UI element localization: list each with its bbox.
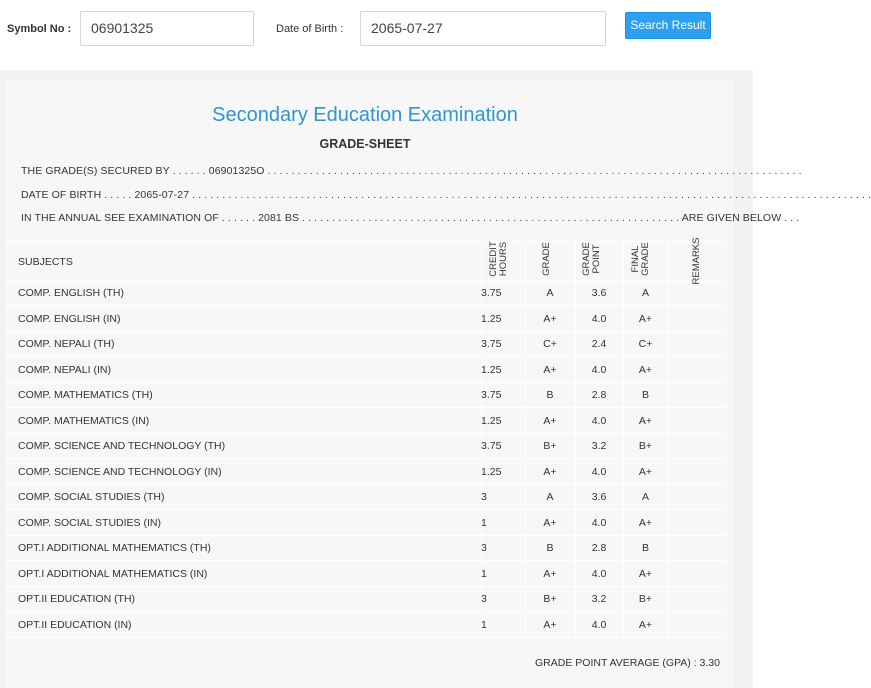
credit-hours-cell: 1.25 bbox=[481, 466, 502, 478]
grade-cell: B bbox=[546, 389, 554, 401]
grade-cell: A+ bbox=[543, 619, 557, 631]
remarks-cell bbox=[668, 511, 726, 535]
remarks-cell bbox=[668, 485, 726, 509]
final-grade-cell: A bbox=[641, 287, 649, 299]
final-grade-cell: A+ bbox=[638, 364, 653, 376]
subject-cell: COMP. SCIENCE AND TECHNOLOGY (TH) bbox=[18, 440, 226, 452]
grade-point-cell: 3.2 bbox=[591, 440, 607, 452]
table-row bbox=[7, 358, 726, 383]
subject-cell: COMP. MATHEMATICS (IN) bbox=[18, 415, 150, 427]
table-row bbox=[7, 409, 726, 434]
subject-cell: OPT.II EDUCATION (TH) bbox=[18, 593, 136, 605]
grade-point-cell: 3.6 bbox=[591, 287, 607, 299]
table-row bbox=[7, 460, 726, 485]
final-grade-cell: A+ bbox=[638, 568, 653, 580]
credit-hours-cell: 3.75 bbox=[481, 389, 502, 401]
date-of-birth-input[interactable]: 2065-07-27 bbox=[360, 11, 606, 46]
table-row bbox=[7, 281, 726, 306]
final-grade-cell: A+ bbox=[638, 517, 653, 529]
subject-cell: COMP. ENGLISH (IN) bbox=[18, 313, 121, 325]
grade-point-cell: 4.0 bbox=[591, 517, 607, 529]
grade-point-cell: 4.0 bbox=[591, 619, 607, 631]
remarks-cell bbox=[668, 307, 726, 331]
credit-hours-cell: 3.75 bbox=[481, 440, 502, 452]
grade-cell: A+ bbox=[543, 364, 557, 376]
header-final-grade: FINAL GRADE bbox=[630, 242, 651, 276]
grade-cell: A bbox=[546, 287, 554, 299]
credit-hours-cell: 1 bbox=[481, 517, 487, 529]
grade-cell: A+ bbox=[543, 517, 557, 529]
grade-cell: A bbox=[546, 491, 554, 503]
grade-cell: A+ bbox=[543, 466, 557, 478]
grade-point-cell: 4.0 bbox=[591, 568, 607, 580]
remarks-cell bbox=[668, 409, 726, 433]
credit-hours-cell: 1.25 bbox=[481, 364, 502, 376]
grade-cell: A+ bbox=[543, 415, 557, 427]
date-of-birth-line: DATE OF BIRTH . . . . . 2065-07-27 . . . . . . . . . . . . . . . . . . . . . . . . . . . . . . . . . . . . . . . . . . . . . . . . . . . . . . . . . . . . . . . . . . . . . . . . . . . . . . . . . . . . . . . . . . . . . . . . . . . . . . . . . . . . . . . . . bbox=[21, 189, 871, 201]
table-header bbox=[7, 241, 726, 282]
table-row bbox=[7, 434, 726, 459]
table-row bbox=[7, 485, 726, 510]
grade-cell: B+ bbox=[543, 440, 557, 452]
remarks-cell bbox=[668, 358, 726, 382]
header-grade-point: GRADE POINT bbox=[581, 242, 602, 276]
subject-cell: COMP. ENGLISH (TH) bbox=[18, 287, 124, 299]
grade-point-cell: 4.0 bbox=[591, 313, 607, 325]
final-grade-cell: B+ bbox=[638, 440, 653, 452]
grade-cell: C+ bbox=[543, 338, 557, 350]
remarks-cell bbox=[668, 434, 726, 458]
subject-cell: OPT.II EDUCATION (IN) bbox=[18, 619, 132, 631]
subject-cell: COMP. SOCIAL STUDIES (TH) bbox=[18, 491, 165, 503]
credit-hours-cell: 1.25 bbox=[481, 415, 502, 427]
table-row bbox=[7, 562, 726, 587]
gpa-summary: GRADE POINT AVERAGE (GPA) : 3.30 bbox=[535, 657, 720, 669]
table-row bbox=[7, 307, 726, 332]
final-grade-cell: A bbox=[641, 491, 649, 503]
grade-point-cell: 2.4 bbox=[591, 338, 607, 350]
grade-point-cell: 4.0 bbox=[591, 364, 607, 376]
secured-by-line: THE GRADE(S) SECURED BY . . . . . . 06901325O . . . . . . . . . . . . . . . . . . . . . . . . . . . . . . . . . . . . . . . . . . . . . . . . . . . . . . . . . . . . . . . . . . . . . . . . . . . . . . . . . . . . . . . . . bbox=[21, 165, 802, 177]
grade-point-cell: 4.0 bbox=[591, 466, 607, 478]
remarks-cell bbox=[668, 383, 726, 407]
subject-cell: OPT.I ADDITIONAL MATHEMATICS (IN) bbox=[18, 568, 208, 580]
subject-cell: COMP. SOCIAL STUDIES (IN) bbox=[18, 517, 161, 529]
search-bar bbox=[0, 0, 753, 58]
subject-cell: COMP. SCIENCE AND TECHNOLOGY (IN) bbox=[18, 466, 222, 478]
header-credit-hours: CREDIT HOURS bbox=[488, 241, 509, 277]
credit-hours-cell: 3 bbox=[481, 542, 487, 554]
final-grade-cell: B bbox=[641, 389, 649, 401]
grade-sheet-heading: GRADE-SHEET bbox=[319, 137, 411, 151]
header-grade: GRADE bbox=[541, 242, 552, 276]
final-grade-cell: C+ bbox=[638, 338, 653, 350]
table-row bbox=[7, 587, 726, 612]
final-grade-cell: A+ bbox=[638, 619, 653, 631]
subject-cell: COMP. MATHEMATICS (TH) bbox=[18, 389, 153, 401]
date-of-birth-label: Date of Birth : bbox=[276, 23, 344, 35]
grade-cell: B+ bbox=[543, 593, 557, 605]
subject-cell: COMP. NEPALI (TH) bbox=[18, 338, 115, 350]
subject-cell: COMP. NEPALI (IN) bbox=[18, 364, 111, 376]
remarks-cell bbox=[668, 587, 726, 611]
grade-cell: A+ bbox=[543, 568, 557, 580]
grade-point-cell: 4.0 bbox=[591, 415, 607, 427]
credit-hours-cell: 1 bbox=[481, 568, 487, 580]
credit-hours-cell: 1 bbox=[481, 619, 487, 631]
symbol-label: Symbol No : bbox=[7, 23, 72, 35]
grade-cell: B bbox=[546, 542, 554, 554]
grade-point-cell: 3.2 bbox=[591, 593, 607, 605]
grade-point-cell: 2.8 bbox=[591, 389, 607, 401]
symbol-number-input[interactable]: 06901325 bbox=[80, 11, 254, 46]
table-row bbox=[7, 383, 726, 408]
remarks-cell bbox=[668, 536, 726, 560]
remarks-cell bbox=[668, 332, 726, 356]
credit-hours-cell: 3.75 bbox=[481, 338, 502, 350]
grade-point-cell: 2.8 bbox=[591, 542, 607, 554]
final-grade-cell: B+ bbox=[638, 593, 653, 605]
header-subjects: SUBJECTS bbox=[18, 256, 73, 268]
remarks-cell bbox=[668, 613, 726, 637]
remarks-cell bbox=[668, 460, 726, 484]
header-remarks: REMARKS bbox=[691, 237, 702, 285]
remarks-cell bbox=[668, 281, 726, 305]
table-row bbox=[7, 332, 726, 357]
table-row bbox=[7, 511, 726, 536]
final-grade-cell: B bbox=[641, 542, 649, 554]
remarks-cell bbox=[668, 562, 726, 586]
grade-cell: A+ bbox=[543, 313, 557, 325]
grade-point-cell: 3.6 bbox=[591, 491, 607, 503]
final-grade-cell: A+ bbox=[638, 313, 653, 325]
search-result-button[interactable]: Search Result bbox=[625, 12, 711, 39]
credit-hours-cell: 3 bbox=[481, 491, 487, 503]
subject-cell: OPT.I ADDITIONAL MATHEMATICS (TH) bbox=[18, 542, 211, 554]
final-grade-cell: A+ bbox=[638, 415, 653, 427]
final-grade-cell: A+ bbox=[638, 466, 653, 478]
table-row bbox=[7, 536, 726, 561]
table-row bbox=[7, 613, 726, 638]
examination-line: IN THE ANNUAL SEE EXAMINATION OF . . . . . . 2081 BS . . . . . . . . . . . . . . . . . . . . . . . . . . . . . . . . . . . . . . . . . . . . . . . . . . . . . . . . . . . . . . . ARE GIVEN BELOW . . . bbox=[21, 212, 800, 224]
credit-hours-cell: 3 bbox=[481, 593, 487, 605]
credit-hours-cell: 3.75 bbox=[481, 287, 502, 299]
credit-hours-cell: 1.25 bbox=[481, 313, 502, 325]
exam-title: Secondary Education Examination bbox=[212, 104, 518, 126]
